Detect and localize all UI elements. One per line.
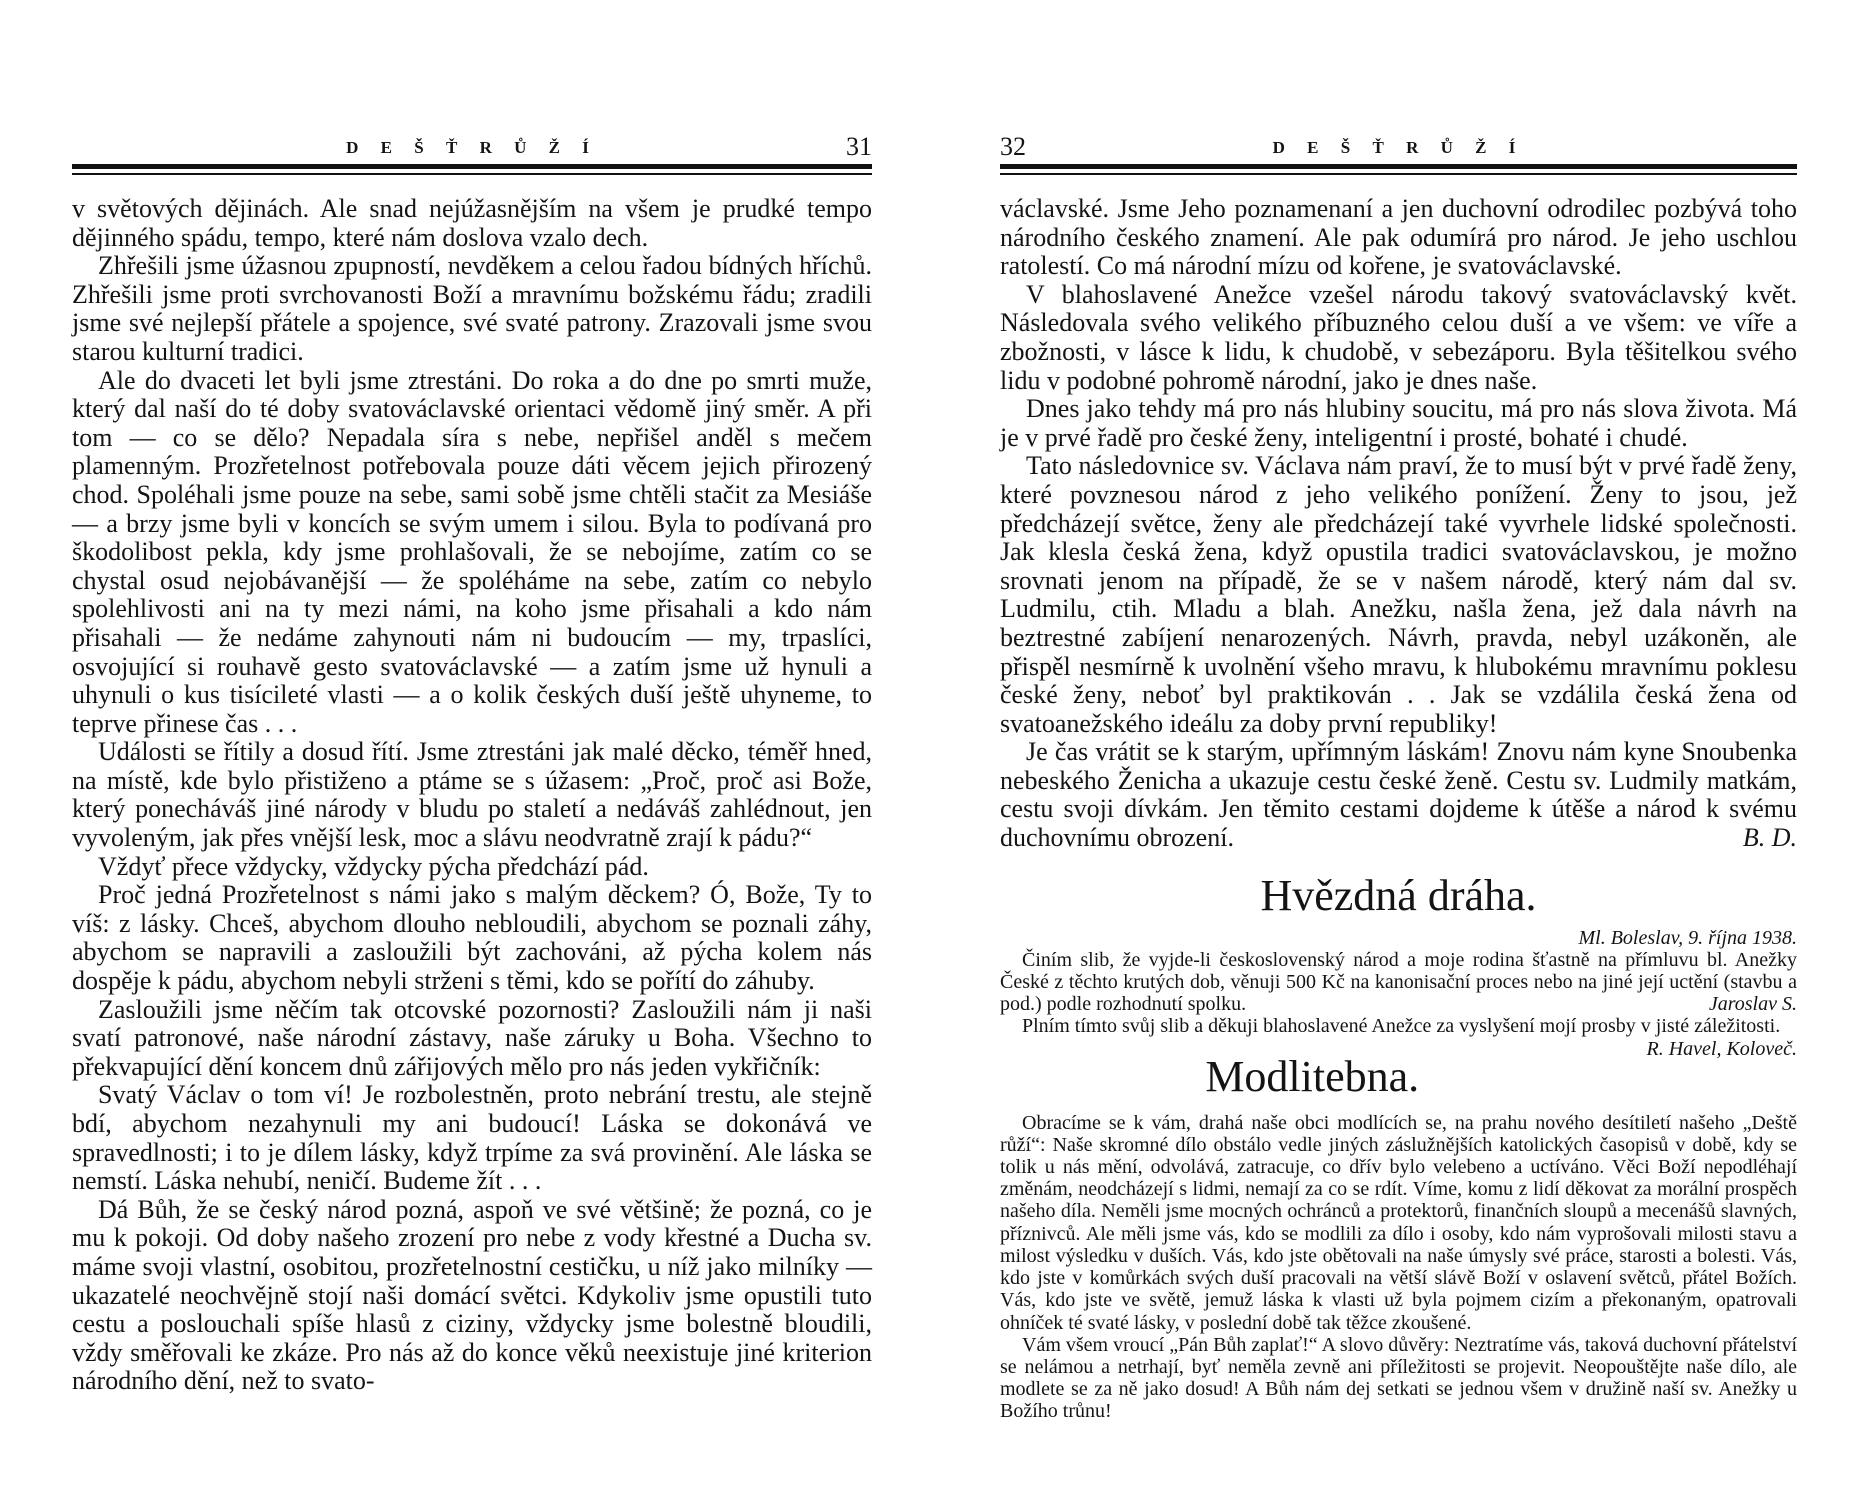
dateline: Ml. Boleslav, 9. října 1938.	[1578, 926, 1797, 949]
vow-signature: R. Havel, Koloveč.	[1646, 1037, 1797, 1060]
paragraph: Tato následovnice sv. Václava nám praví, že to musí být v prvé řadě ženy, které povznesou národ z jeho velikého ponížení. Ženy to jsou, jež předcházejí světce, ženy ale předcházejí také vyvrhele lidské společnosti. Jak klesla česká žena, když opustila tradici svatováclavskou, je možno srovnati jenom na případě, že se v našem národě, který nám dal sv. Ludmilu, ctih. Mladu a blah. Anežku, našla žena, jež dala návrh na beztrestné zabíjení nenarozených. Návrh, pravda, nebyl uzákoněn, ale přispěl nesmírně k uvolnění všeho mravu, k hlubokému mravnímu poklesu české ženy, neboť byl praktikován . . Jak se vzdálila česká žena od svatoanežského ideálu za doby první republiky!	[1000, 451, 1797, 738]
paragraph: Události se řítily a dosud řítí. Jsme ztrestáni jak malé děcko, téměř hned, na místě, kde bylo přistiženo a ptáme se s úžasem: „Proč, proč asi Bože, který ponecháváš jiné národy v bludu po staletí a nedáváš zahlédnout, jen vyvoleným, jak přes vnější lesk, moc a slávu neodvratně zrají k pádu?“	[72, 737, 872, 853]
paragraph: Svatý Václav o tom ví! Je rozbolestněn, proto nebrání trestu, ale stejně bdí, abychom nezahynuli my ani budoucí! Láska se dokonává ve spravedlnosti; i to je dílem lásky, když trpíme za svá provinění. Ale láska se nemstí. Láska nehubí, neničí. Budeme žít . . .	[72, 1080, 872, 1196]
author-signature: B. D.	[1742, 823, 1797, 853]
right-page	[1000, 0, 1797, 1500]
right-body	[1000, 195, 1797, 1423]
left-page	[72, 0, 872, 1500]
paragraph: Vám všem vroucí „Pán Bůh zaplať!“ A slovo důvěry: Neztratíme vás, taková duchovní přátelství se nelámou a netrhají, byť neměla zevně ani příležitosti se projevit. Neopouštějte naše dílo, ale modlete se za ně jako dosud! A Bůh nám dej setkati se jednou všem v družině naší sv. Anežky u Božího trůnu!	[1000, 1333, 1798, 1423]
paragraph: Vždyť přece vždycky, vždycky pýcha předchází pád.	[98, 851, 649, 881]
page-number: 31	[846, 132, 872, 161]
vow-entry	[1000, 949, 1797, 1016]
star-path-section	[1000, 870, 1797, 1060]
paragraph: Proč jedná Prozřetelnost s námi jako s malým děckem? Ó, Bože, Ty to víš: z lásky. Chceš, abychom dlouho nebloudili, abychom se poznali záhy, abychom se napravili a zasloužili být zachováni, až pýcha kolem nás dospěje k pádu, abychom nebyli strženi s těmi, kdo se pořítí do záhuby.	[72, 880, 872, 996]
running-head-right	[1000, 132, 1797, 172]
vow-text: Činím slib, že vyjde-li československý národ a moje rodina šťastně na přímluvu bl. Anežky České z těchto krutých dob, věnuji 500 Kč na kanonisační proces nebo na jiné její uctění (stavbu a pod.) podle rozhodnutí spolku.	[1000, 948, 1797, 1016]
vow-entry	[1000, 1015, 1797, 1060]
vow-text: Plním tímto svůj slib a děkuji blahoslavené Anežce za vyslyšení mojí prosby v jisté záležitosti.	[1022, 1015, 1781, 1038]
right-body-text	[1000, 195, 1797, 853]
section-title-prayer-room: Modlitebna.	[1205, 1051, 1420, 1101]
paragraph: Dnes jako tehdy má pro nás hlubiny soucitu, má pro nás slova života. Má je v prvé řadě pro české ženy, inteligentní i prosté, bohaté i chudé.	[1000, 394, 1797, 452]
header-rule	[72, 164, 872, 169]
vow-signature: Jaroslav S.	[1708, 993, 1797, 1016]
left-body-text	[72, 195, 872, 1396]
paragraph	[1000, 738, 1797, 852]
paragraph: Obracíme se k vám, drahá naše obci modlících se, na prahu nového desítiletí našeho „Deště růží“: Naše skromné dílo obstálo vedle jiných záslužnějších katolických časopisů v době, kdy se tolik u nás mění, odvolává, zatracuje, co dřív bylo velebeno a uctíváno. Věci Boží nepodléhají změnám, neodcházejí s lidmi, nemají za co se rdít. Víme, komu z lidí děkovat za morální prospěch našeho díla. Neměli jsme mocných ochránců a protektorů, finančních sloupů a mecenášů slavných, příznivců. Ale měli jsme vás, kdo se modlili za dílo i osoby, kdo nám vyprošovali milosti stavu a milost výsledku v duších. Vás, kdo jste obětovali na naše úmysly své práce, starosti a bolesti. Vás, kdo jste v komůrkách svých duší pracovali na větší slávě Boží v oslavení světců, přátel Božích. Vás, kdo jste ve světě, jemuž láska k vlasti už byla pojmem cizím a překonaným, opatrovali ohníček té svaté lásky, v poslední době tak těžce zkoušené.	[1000, 1111, 1797, 1334]
page-number: 32	[1000, 132, 1026, 161]
prayer-room-section	[1000, 1052, 1797, 1423]
paragraph: v světových dějinách. Ale snad nejúžasnějším na všem je prudké tempo dějinného spádu, tempo, které nám doslova vzalo dech.	[72, 194, 872, 252]
header-rule	[72, 173, 872, 175]
prayer-room-text	[1000, 1112, 1797, 1423]
paragraph: Dá Bůh, že se český národ pozná, aspoň ve své většině; že pozná, co je mu k pokoji. Od doby našeho zrození pro nebe z vody křestné a Ducha sv. máme svoji vlastní, osobitou, prozřetelnostní cestičku, u níž jako milníky — ukazatelé neochvějně stojí naši domácí světci. Kdykoliv jsme opustili tuto cestu a poslouchali spíše hlasů z ciziny, vždycky jsme bolestně bloudili, vždy směřovali ke zkáze. Pro nás až do konce věků neexistuje jiné kriterion národního dění, než to svato-	[72, 1194, 872, 1396]
running-head-left	[72, 132, 872, 172]
running-title: D E Š Ť R Ů Ž Í	[1272, 138, 1525, 157]
paragraph: Ale do dvaceti let byli jsme ztrestáni. Do roka a do dne po smrti muže, který dal naší do té doby svatováclavské orientaci vědomě jiný směr. A při tom — co se dělo? Nepadala síra s nebe, nepřišel anděl s mečem plamenným. Prozřetelnost potřebovala pouze dáti věcem jejich přirozený chod. Spoléhali jsme pouze na sebe, sami sobě jsme chtěli stačit za Mesiáše — a brzy jsme byli v koncích se svým umem i silou. Byla to podívaná pro škodolibost pekla, kdy jsme prohlašovali, že se nebojíme, zatím co se chystal osud nejobávanější — že spoléháme na sebe, zatím co nebylo spolehlivosti ani na ty mezi námi, na koho jsme přisahali a kdo nám přisahali — že nedáme zahynouti nám ni budoucím — my, trpaslíci, osvojující si rouhavě gesto svatováclavské — a zatím jsme už hynuli a uhynuli o kus tisícileté vlasti — a o kolik českých duší ještě uhyneme, to teprve přinese čas . . .	[72, 365, 872, 738]
paragraph: václavské. Jsme Jeho poznamenaní a jen duchovní odrodilec pozbývá toho národního českého znamení. Ale pak odumírá pro národ. Je jeho uschlou ratolestí. Co má národní mízu od kořene, je svatováclavské.	[1000, 194, 1797, 281]
running-title: D E Š Ť R Ů Ž Í	[346, 138, 598, 157]
star-path-text	[1000, 926, 1797, 1060]
paragraph-text: Je čas vrátit se k starým, upřímným láskám! Znovu nám kyne Snoubenka nebeského Ženicha a ukazuje cestu české ženě. Cestu sv. Ludmily matkám, cestu svoji dívkám. Jen těmito cestami dojdeme k útěše a národ k svému duchovnímu obrození.	[1000, 737, 1797, 853]
header-rule	[1000, 173, 1797, 175]
section-title-star-path: Hvězdná dráha.	[1260, 870, 1537, 920]
paragraph: Zasloužili jsme něčím tak otcovské pozornosti? Zasloužili nám ji naši svatí patronové, naše národní zástavy, naše záruky u Boha. Všechno to překvapující dění koncem dnů zářijových mělo pro nás jeden vykřičník:	[72, 994, 872, 1081]
header-rule	[1000, 164, 1797, 169]
paragraph: Zhřešili jsme úžasnou zpupností, nevděkem a celou řadou bídných hříchů. Zhřešili jsme proti svrchovanosti Boží a mravnímu božskému řádu; zradili jsme své nejlepší přátele a spojence, své svaté patrony. Zrazovali jsme svou starou kulturní tradici.	[72, 251, 872, 366]
paragraph: V blahoslavené Anežce vzešel národu takový svatováclavský květ. Následovala svého velikého příbuzného celou duší a ve všem: ve víře a zbožnosti, v lásce k lidu, k chudobě, v sebezáporu. Byla těšitelkou svého lidu v podobné pohromě národní, jako je dnes naše.	[1000, 279, 1797, 395]
